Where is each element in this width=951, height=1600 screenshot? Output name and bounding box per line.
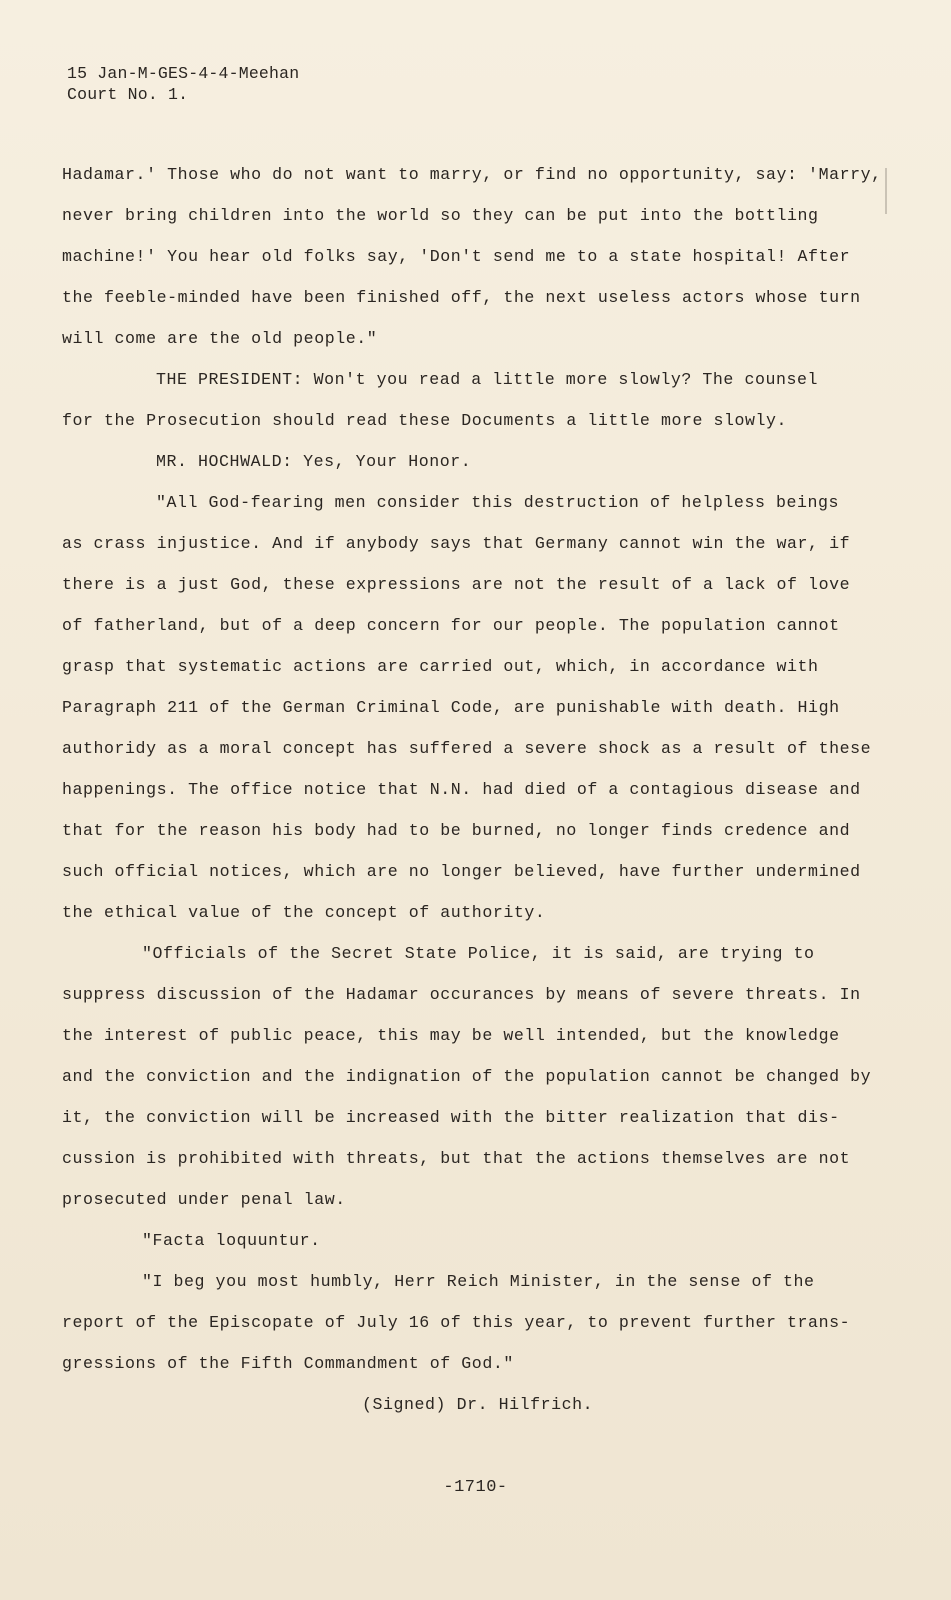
text-line: happenings. The office notice that N.N. had died of a contagious disease and <box>62 780 861 799</box>
text-line: the interest of public peace, this may be well intended, but the knowledge <box>62 1026 840 1045</box>
text-line: Paragraph 211 of the German Criminal Code, are punishable with death. High <box>62 698 840 717</box>
text-line: Hadamar.' Those who do not want to marry, or find no opportunity, say: 'Marry, <box>62 165 882 184</box>
text-line: suppress discussion of the Hadamar occurances by means of severe threats. In <box>62 985 861 1004</box>
text-line: such official notices, which are no longer believed, have further undermined <box>62 862 861 881</box>
text-line: machine!' You hear old folks say, 'Don't send me to a state hospital! After <box>62 247 851 266</box>
document-header <box>67 63 299 105</box>
header-reference: 15 Jan-M-GES-4-4-Meehan <box>67 64 300 83</box>
text-line: there is a just God, these expressions are not the result of a lack of love <box>62 575 851 594</box>
text-line: prosecuted under penal law. <box>62 1190 346 1209</box>
text-line: and the conviction and the indignation of the population cannot be changed by <box>62 1067 872 1086</box>
text-line: of fatherland, but of a deep concern for our people. The population cannot <box>62 616 840 635</box>
text-line: report of the Episcopate of July 16 of this year, to prevent further trans- <box>62 1313 851 1332</box>
text-line: "Facta loquuntur. <box>142 1231 321 1250</box>
text-line: it, the conviction will be increased with the bitter realization that dis- <box>62 1108 840 1127</box>
text-line: grasp that systematic actions are carried out, which, in accordance with <box>62 657 819 676</box>
page-number: -1710- <box>443 1478 508 1497</box>
text-line: "I beg you most humbly, Herr Reich Minister, in the sense of the <box>142 1272 815 1291</box>
text-line: for the Prosecution should read these Documents a little more slowly. <box>62 411 788 430</box>
text-line: that for the reason his body had to be burned, no longer finds credence and <box>62 821 851 840</box>
text-line: cussion is prohibited with threats, but that the actions themselves are not <box>62 1149 851 1168</box>
margin-mark <box>885 168 887 214</box>
text-line: MR. HOCHWALD: Yes, Your Honor. <box>156 452 472 471</box>
text-line: never bring children into the world so they can be put into the bottling <box>62 206 819 225</box>
text-line: authoridy as a moral concept has suffered a severe shock as a result of these <box>62 739 872 758</box>
text-line: the feeble-minded have been finished off, the next useless actors whose turn <box>62 288 861 307</box>
text-line: THE PRESIDENT: Won't you read a little more slowly? The counsel <box>156 370 818 389</box>
text-line: gressions of the Fifth Commandment of God." <box>62 1354 514 1373</box>
text-line: as crass injustice. And if anybody says that Germany cannot win the war, if <box>62 534 851 553</box>
text-line: will come are the old people." <box>62 329 378 348</box>
header-court: Court No. 1. <box>67 85 189 104</box>
text-line: "Officials of the Secret State Police, it is said, are trying to <box>142 944 815 963</box>
text-line: "All God-fearing men consider this destruction of helpless beings <box>156 493 840 512</box>
text-line: the ethical value of the concept of authority. <box>62 903 546 922</box>
signature-line: (Signed) Dr. Hilfrich. <box>362 1395 594 1414</box>
